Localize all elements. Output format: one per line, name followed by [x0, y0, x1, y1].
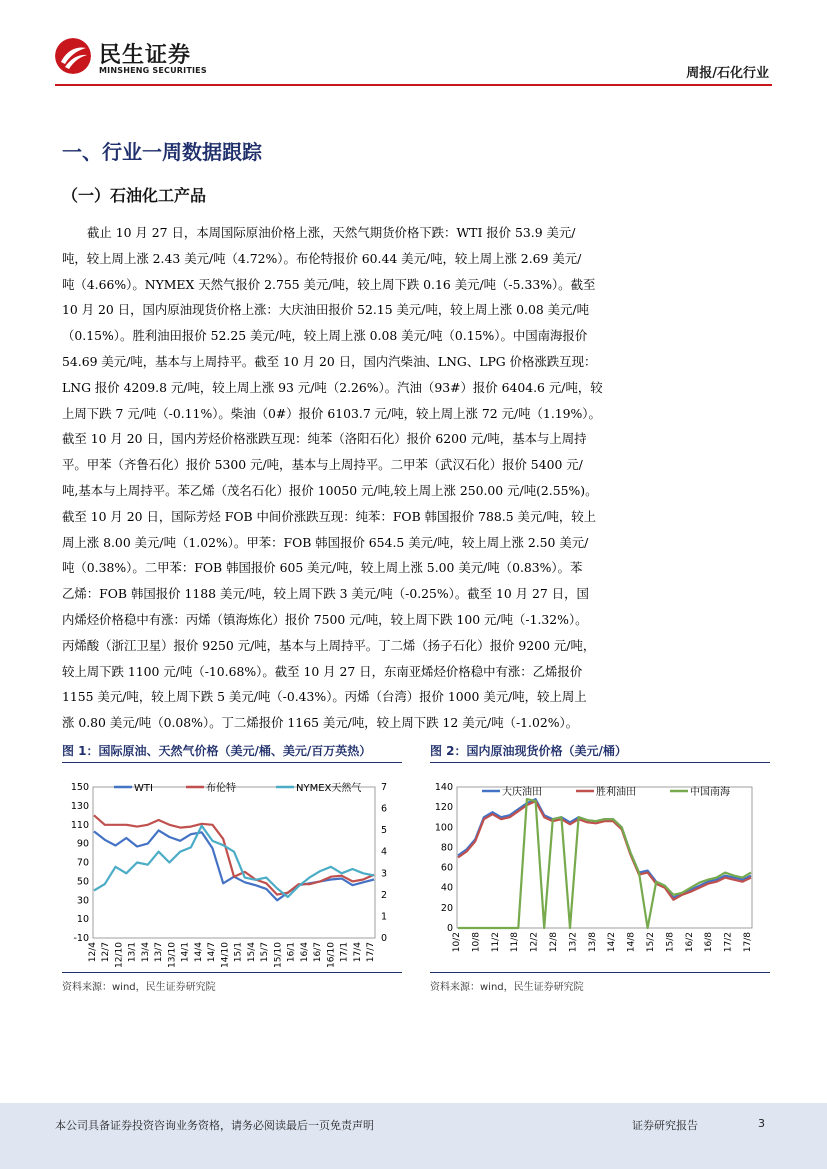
- legend-label: 中国南海: [690, 787, 730, 798]
- y2-tick-label: 0: [381, 933, 388, 944]
- figure-2-source: 资料来源：wind，民生证券研究院: [430, 982, 584, 993]
- legend-label: 胜利油田: [596, 787, 636, 798]
- y-tick-label: 0: [446, 923, 453, 934]
- x-tick-label: 12/10: [114, 942, 125, 968]
- y-tick-label: 130: [70, 800, 89, 812]
- paragraph-line: 吨,基本与上周持平。苯乙烯（茂名石化）报价 10050 元/吨,较上周上涨 250.00 元/吨(2.55%)。: [62, 482, 598, 498]
- paragraph-line: 吨（4.66%）。NYMEX 天然气报价 2.755 美元/吨，较上周下跌 0.16 美元/吨（-5.33%）。截至: [62, 276, 596, 292]
- x-tick-label: 15/2: [646, 932, 656, 953]
- body-paragraph: [62, 220, 768, 736]
- x-tick-label: 10/2: [452, 932, 462, 953]
- y2-tick-label: 4: [381, 846, 388, 858]
- x-tick-label: 15/10: [273, 942, 284, 968]
- figure-1-title: 图 1：国际原油、天然气价格（美元/桶、美元/百万英热）: [62, 744, 372, 758]
- paragraph-line: 较上周下跌 1100 元/吨（-10.68%）。截至 10 月 27 日，东南亚烯烃价格稳中有涨：乙烯报价: [62, 663, 583, 679]
- page-number: 3: [758, 1117, 765, 1130]
- paragraph-line: 截至 10 月 20 日，国际芳烃 FOB 中间价涨跌互现：纯苯：FOB 韩国报价 788.5 美元/吨，较上: [62, 508, 597, 524]
- x-tick-label: 17/7: [366, 942, 376, 963]
- x-tick-label: 14/2: [607, 932, 618, 953]
- y-tick-label: 90: [76, 838, 89, 850]
- x-tick-label: 15/4: [246, 942, 257, 963]
- figure-1-bottom-rule: [62, 972, 402, 973]
- x-tick-label: 15/1: [233, 942, 244, 963]
- figure-1-source: 资料来源：wind，民生证券研究院: [62, 982, 216, 993]
- paragraph-line: 10 月 20 日，国内原油现货价格上涨：大庆油田报价 52.15 美元/吨，较上周上涨 0.08 美元/吨: [62, 302, 590, 318]
- figure-2-bottom-rule: [430, 972, 770, 973]
- x-tick-label: 16/2: [684, 932, 695, 953]
- figure-2-chart: [430, 770, 770, 970]
- report-type: 周报/石化行业: [686, 66, 769, 81]
- page-footer: [0, 1103, 827, 1169]
- y-tick-label: 140: [434, 782, 453, 793]
- x-tick-label: 12/2: [529, 932, 540, 953]
- figure-2-top-rule: [430, 762, 770, 763]
- paragraph-line: 内烯烃价格稳中有涨：丙烯（镇海炼化）报价 7500 元/吨，较上周下跌 100 元/吨（-1.32%）。: [62, 611, 588, 627]
- y-tick-label: 80: [440, 842, 453, 854]
- paragraph-line: 吨（0.38%）。二甲苯：FOB 韩国报价 605 美元/吨，较上周上涨 5.00 美元/吨（0.83%）。苯: [62, 560, 583, 576]
- logo-chinese-name: 民生证券: [99, 43, 192, 68]
- page-header: [0, 0, 827, 92]
- paragraph-line: 截止 10 月 27 日，本周国际原油价格上涨，天然气期货价格下跌：WTI 报价 53.9 美元/: [87, 225, 576, 240]
- footer-report-label: 证券研究报告: [632, 1119, 698, 1132]
- logo-emblem-icon: [55, 38, 91, 74]
- x-tick-label: 13/10: [167, 942, 178, 968]
- series-line-2: [94, 826, 374, 897]
- y-tick-label: 60: [440, 862, 453, 874]
- footer-disclaimer: 本公司具备证券投资咨询业务资格，请务必阅读最后一页免责声明: [55, 1119, 374, 1132]
- logo-english-name: MINSHENG SECURITIES: [99, 66, 207, 75]
- figure-1-top-rule: [62, 762, 402, 763]
- legend-label: 布伦特: [206, 783, 236, 794]
- y2-tick-label: 7: [381, 782, 388, 793]
- subsection-title: （一）石油化工产品: [62, 186, 207, 205]
- y-tick-label: 10: [76, 914, 89, 926]
- x-tick-label: 16/7: [313, 942, 324, 963]
- x-tick-label: 17/2: [723, 932, 734, 953]
- y2-tick-label: 1: [381, 911, 388, 923]
- x-tick-label: 14/8: [626, 932, 637, 953]
- plot-frame: [93, 787, 375, 938]
- x-tick-label: 17/1: [339, 942, 350, 963]
- x-tick-label: 11/8: [510, 932, 521, 953]
- y2-tick-label: 2: [381, 889, 388, 901]
- series-line-0: [94, 830, 374, 900]
- x-tick-label: 14/4: [193, 942, 204, 963]
- figure-2-title: 图 2：国内原油现货价格（美元/桶）: [430, 744, 627, 758]
- x-tick-label: 13/4: [140, 942, 151, 963]
- series-line-1: [94, 815, 374, 894]
- x-tick-label: 14/10: [220, 942, 231, 968]
- paragraph-line: （0.15%）。胜利油田报价 52.25 美元/吨，较上周上涨 0.08 美元/吨（0.15%）。中国南海报价: [62, 328, 588, 344]
- x-tick-label: 13/7: [154, 942, 165, 963]
- paragraph-line: 周上涨 8.00 美元/吨（1.02%）。甲苯：FOB 韩国报价 654.5 美元/吨，较上周上涨 2.50 美元/: [62, 534, 589, 550]
- paragraph-line: 截至 10 月 20 日，国内芳烃价格涨跌互现：纯苯（洛阳石化）报价 6200 元/吨，基本与上周持: [62, 431, 587, 447]
- x-tick-label: 16/1: [286, 942, 297, 963]
- y2-tick-label: 5: [381, 825, 388, 837]
- header-divider: [55, 84, 772, 86]
- y2-tick-label: 3: [381, 868, 388, 880]
- x-tick-label: 12/7: [101, 942, 112, 963]
- x-tick-label: 15/7: [260, 942, 271, 963]
- x-tick-label: 13/2: [568, 932, 579, 953]
- paragraph-line: 丙烯酸（浙江卫星）报价 9250 元/吨，基本与上周持平。丁二烯（扬子石化）报价 9200 元/吨，: [62, 637, 596, 653]
- y-tick-label: 50: [76, 876, 89, 888]
- paragraph-line: 吨，较上周上涨 2.43 美元/吨（4.72%）。布伦特报价 60.44 美元/吨，较上周上涨 2.69 美元/: [62, 250, 582, 266]
- paragraph-line: 54.69 美元/吨，基本与上周持平。截至 10 月 20 日，国内汽柴油、LNG、LPG 价格涨跌互现：: [62, 353, 597, 369]
- legend-label: NYMEX天然气: [296, 783, 362, 794]
- legend-label: WTI: [134, 783, 153, 794]
- section-title: 一、行业一周数据跟踪: [62, 140, 262, 164]
- paragraph-line: 1155 美元/吨，较上周下跌 5 美元/吨（-0.43%）。丙烯（台湾）报价 1000 美元/吨，较上周上: [62, 689, 587, 705]
- x-tick-label: 12/4: [88, 942, 98, 963]
- x-tick-label: 13/1: [127, 942, 138, 963]
- x-tick-label: 16/8: [704, 932, 715, 953]
- company-logo: [55, 38, 215, 80]
- paragraph-line: 上周下跌 7 元/吨（-0.11%）。柴油（0#）报价 6103.7 元/吨，较上周上涨 72 元/吨（1.19%）。: [62, 405, 601, 421]
- x-tick-label: 17/4: [352, 942, 363, 963]
- x-tick-label: 12/8: [549, 932, 559, 953]
- x-tick-label: 14/7: [207, 942, 218, 963]
- paragraph-line: 乙烯：FOB 韩国报价 1188 美元/吨，较上周下跌 3 美元/吨（-0.25%）。截至 10 月 27 日，国: [62, 586, 589, 602]
- paragraph-line: 平。甲苯（齐鲁石化）报价 5300 元/吨，基本与上周持平。二甲苯（武汉石化）报价 5400 元/: [62, 457, 583, 473]
- x-tick-label: 16/4: [299, 942, 310, 963]
- x-tick-label: 11/2: [490, 932, 501, 953]
- x-tick-label: 14/1: [180, 942, 191, 963]
- x-tick-label: 13/8: [587, 932, 598, 953]
- paragraph-line: LNG 报价 4209.8 元/吨，较上周上涨 93 元/吨（2.26%）。汽油（93#）报价 6404.6 元/吨，较: [62, 379, 603, 395]
- y-tick-label: 20: [440, 902, 453, 914]
- x-tick-label: 16/10: [326, 942, 337, 968]
- x-tick-label: 10/8: [471, 932, 482, 953]
- y-tick-label: 120: [434, 802, 453, 814]
- y-tick-label: 150: [70, 782, 89, 793]
- x-tick-label: 17/8: [743, 932, 753, 953]
- y-tick-label: 100: [434, 822, 453, 834]
- plot-frame: [457, 787, 752, 928]
- x-tick-label: 15/8: [665, 932, 676, 953]
- y-tick-label: 40: [440, 882, 453, 894]
- y-tick-label: 70: [76, 857, 89, 869]
- y-tick-label: 110: [70, 819, 89, 831]
- y-tick-label: -10: [73, 933, 89, 944]
- y2-tick-label: 6: [381, 803, 388, 815]
- figure-1-chart: [62, 770, 402, 970]
- paragraph-line: 涨 0.80 美元/吨（0.08%）。丁二烯报价 1165 美元/吨，较上周下跌 12 美元/吨（-1.02%）。: [62, 715, 579, 731]
- legend-label: 大庆油田: [502, 787, 542, 798]
- y-tick-label: 30: [76, 895, 89, 907]
